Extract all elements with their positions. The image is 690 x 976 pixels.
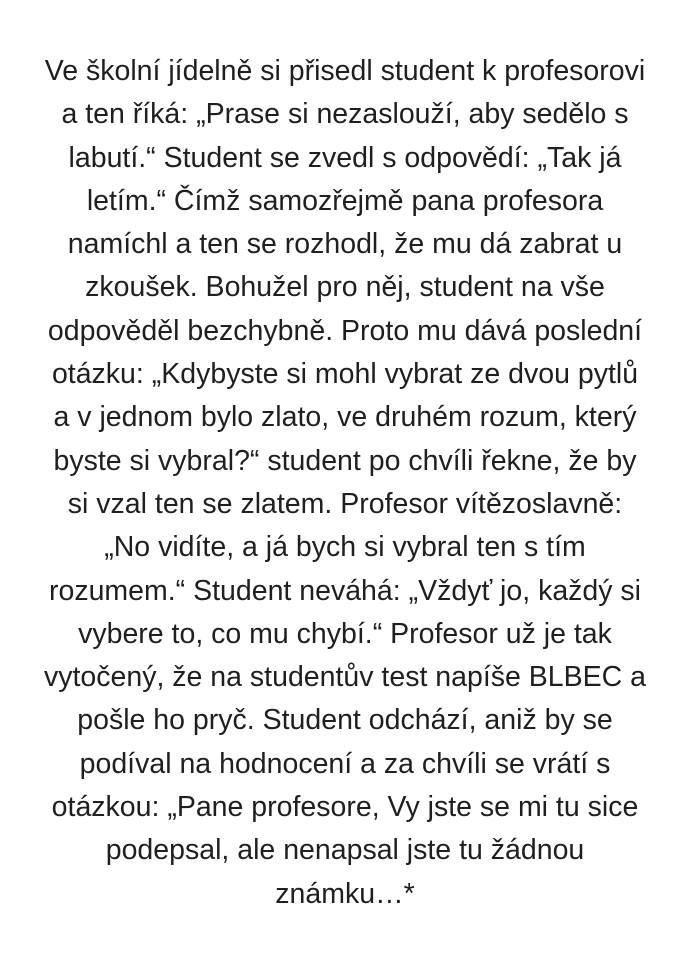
- story-line: podíval na hodnocení a za chvíli se vrátí s: [79, 747, 611, 780]
- story-line: namíchl a ten se rozhodl, že mu dá zabrat u: [67, 228, 623, 261]
- story-line: otázkou: „Pane profesore, Vy jste se mi tu sice: [51, 791, 639, 824]
- story-line: pošle ho pryč. Student odchází, aniž by se: [77, 704, 613, 737]
- story-line: vytočený, že na studentův test napíše BLBEC a: [43, 661, 647, 694]
- story-line: a v jednom bylo zlato, ve druhém rozum, který: [53, 401, 637, 434]
- story-line: rozumem.“ Student neváhá: „Vždyť jo, každý si: [48, 574, 642, 607]
- story-line: zkoušek. Bohužel pro něj, student na vše: [85, 271, 605, 304]
- story-line: si vzal ten se zlatem. Profesor vítězoslavně:: [67, 487, 623, 520]
- story-line: „No vidíte, a já bych si vybral ten s tím: [104, 531, 586, 564]
- story-line: vybere to, co mu chybí.“ Profesor už je tak: [78, 617, 612, 650]
- story-line: známku…*: [275, 877, 415, 910]
- story-line: otázku: „Kdybyste si mohl vybrat ze dvou pytlů: [51, 358, 639, 391]
- story-line: odpověděl bezchybně. Proto mu dává poslední: [47, 314, 643, 347]
- story-line: byste si vybral?“ student po chvíli řekne, že by: [53, 444, 637, 477]
- story-line: podepsal, ale nenapsal jste tu žádnou: [105, 834, 585, 867]
- story-line: Ve školní jídelně si přisedl student k profesorovi: [44, 55, 646, 87]
- story-line: labutí.“ Student se zvedl s odpovědí: „Tak já: [68, 141, 622, 174]
- story-line: a ten říká: „Prase si nezaslouží, aby sedělo s: [61, 98, 629, 131]
- story-text: [0, 50, 690, 916]
- story-line: letím.“ Čímž samozřejmě pana profesora: [86, 184, 604, 217]
